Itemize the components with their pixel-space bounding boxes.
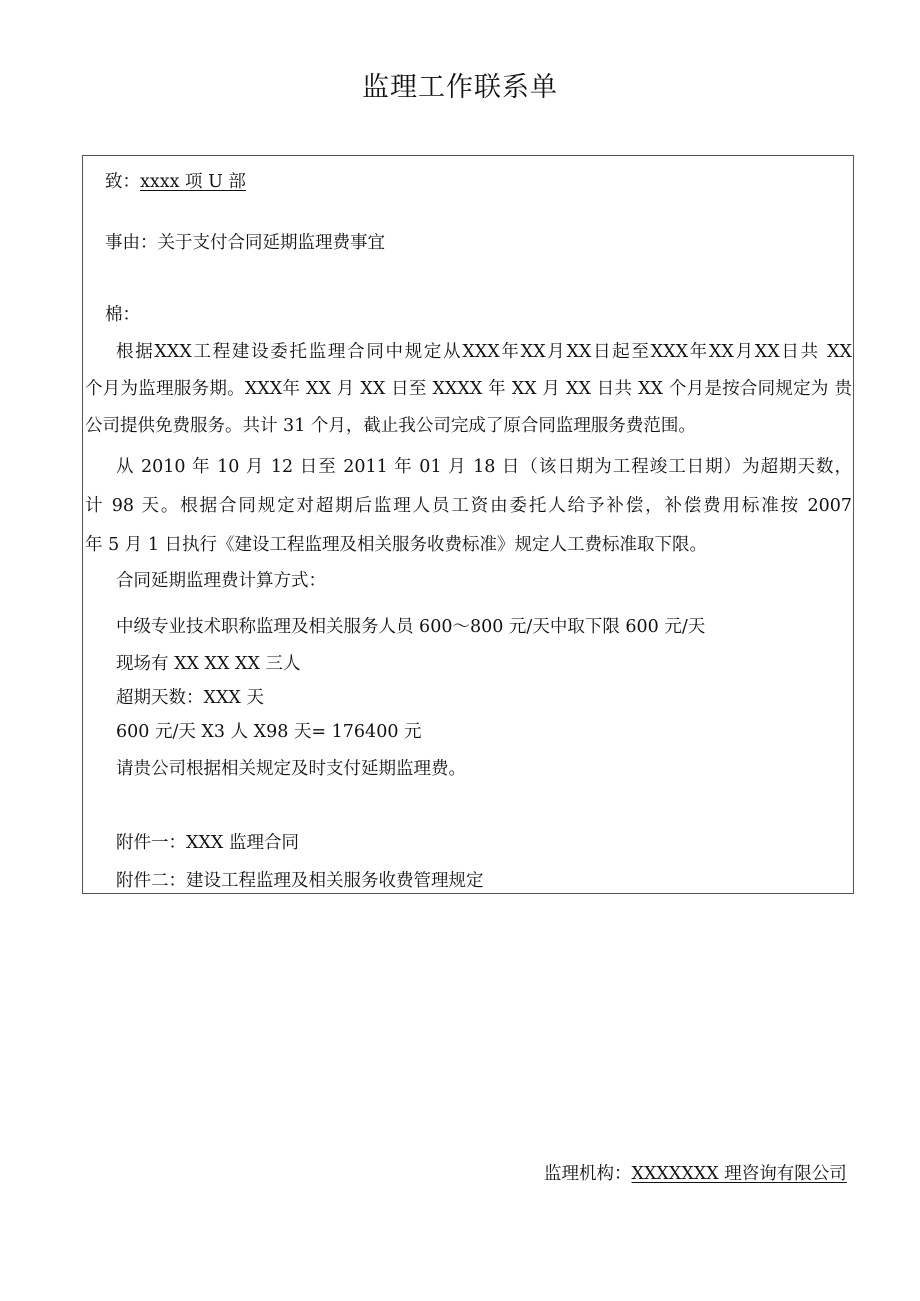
addressee-value: xxxx 项 U 部 bbox=[140, 172, 246, 192]
paragraph-1-line-3: 公司提供免费服务。共计 31 个月，截止我公司完成了原合同监理服务费范围。 bbox=[85, 416, 696, 436]
attachment-2: 附件二：建设工程监理及相关服务收费管理规定 bbox=[116, 871, 484, 891]
calculation-total-line: 600 元/天 X3 人 X98 天= 176400 元 bbox=[116, 722, 422, 742]
contact-form-box bbox=[82, 155, 854, 894]
addressee-line bbox=[105, 169, 246, 195]
paragraph-2-line-3: 年 5 月 1 日执行《建设工程监理及相关服务收费标准》规定人工费标准取下限。 bbox=[85, 535, 708, 555]
subject-line: 事由：关于支付合同延期监理费事宜 bbox=[105, 233, 385, 253]
paragraph-2-line-2: 计 98 天。根据合同规定对超期后监理人员工资由委托人给予补偿，补偿费用标准按 2007 bbox=[85, 496, 852, 516]
calculation-rate-line: 中级专业技术职称监理及相关服务人员 600～800 元/天中取下限 600 元/天 bbox=[116, 617, 706, 637]
supervision-organization bbox=[544, 1161, 847, 1187]
paragraph-2-line-1: 从 2010 年 10 月 12 日至 2011 年 01 月 18 日（该日期为工程竣工日期）为超期天数， bbox=[116, 457, 852, 477]
salutation: 棉： bbox=[105, 305, 140, 325]
payment-request-line: 请贵公司根据相关规定及时支付延期监理费。 bbox=[116, 759, 466, 779]
organization-name: XXXXXXX 理咨询有限公司 bbox=[631, 1164, 847, 1184]
calculation-days-line: 超期天数：XXX 天 bbox=[116, 688, 264, 708]
addressee-label: 致： bbox=[105, 172, 140, 192]
calculation-heading: 合同延期监理费计算方式： bbox=[116, 571, 326, 591]
attachment-1: 附件一：XXX 监理合同 bbox=[116, 833, 299, 853]
paragraph-1-line-1: 根据XXX工程建设委托监理合同中规定从XXX年XX月XX日起至XXX年XX月XX日共 XX bbox=[116, 342, 852, 362]
paragraph-1-line-2: 个月为监理服务期。XXX年 XX 月 XX 日至 XXXX 年 XX 月 XX 日共 XX 个月是按合同规定为 贵 bbox=[85, 379, 852, 399]
organization-label: 监理机构： bbox=[544, 1164, 632, 1184]
calculation-staff-line: 现场有 XX XX XX 三人 bbox=[116, 654, 301, 674]
page-title: 监理工作联系单 bbox=[362, 72, 558, 103]
